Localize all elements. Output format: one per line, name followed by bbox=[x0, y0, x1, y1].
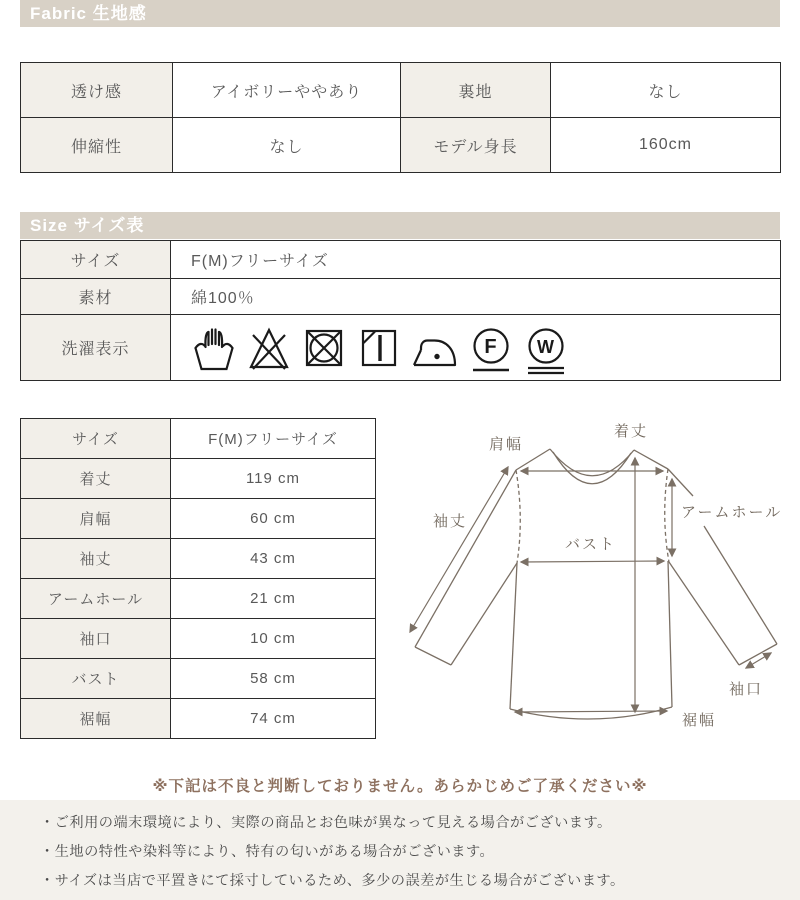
table-row bbox=[21, 118, 781, 173]
fabric-row-value: アイボリーややあり bbox=[173, 63, 401, 118]
notice-item: ・サイズは当店で平置きにて採寸しているため、多少の誤差が生じる場合がございます。 bbox=[40, 873, 625, 889]
table-row bbox=[21, 459, 376, 499]
table-row bbox=[21, 539, 376, 579]
measure-row-label: 袖丈 bbox=[21, 539, 171, 579]
measure-row-value: 21 cm bbox=[171, 579, 376, 619]
measure-row-label: 肩幅 bbox=[21, 499, 171, 539]
diagram-label-bust: バスト bbox=[565, 536, 617, 553]
material-row-label: 素材 bbox=[21, 279, 171, 315]
hand-wash-icon bbox=[191, 323, 237, 375]
diagram-label-cuff: 袖口 bbox=[729, 681, 764, 698]
diagram-label-sleeve: 袖丈 bbox=[433, 513, 468, 530]
care-row-label: 洗濯表示 bbox=[21, 315, 171, 381]
notice-box bbox=[0, 800, 800, 900]
measure-row-label: バスト bbox=[21, 659, 171, 699]
size-row-value: F(M)フリーサイズ bbox=[171, 241, 781, 279]
measure-row-label: 袖口 bbox=[21, 619, 171, 659]
do-not-tumble-dry-icon bbox=[301, 323, 347, 375]
table-row bbox=[21, 241, 781, 279]
fabric-row-label: 透け感 bbox=[21, 63, 173, 118]
fabric-row-value: なし bbox=[551, 63, 781, 118]
diagram-label-hem: 裾幅 bbox=[682, 712, 717, 729]
measure-row-label: 着丈 bbox=[21, 459, 171, 499]
material-row-value: 綿100％ bbox=[171, 279, 781, 315]
measure-row-value: 74 cm bbox=[171, 699, 376, 739]
measure-row-value: 119 cm bbox=[171, 459, 376, 499]
sleeve-arrow bbox=[410, 467, 508, 632]
table-row bbox=[21, 279, 781, 315]
measure-row-value: 43 cm bbox=[171, 539, 376, 579]
table-row bbox=[21, 63, 781, 118]
garment-measurement-diagram bbox=[395, 418, 800, 768]
table-row bbox=[21, 579, 376, 619]
table-row bbox=[21, 619, 376, 659]
fabric-table bbox=[20, 62, 781, 173]
size-section-header: Size サイズ表 bbox=[20, 212, 780, 239]
care-symbols bbox=[191, 320, 779, 376]
notice-item: ・生地の特性や染料等により、特有の匂いがある場合がございます。 bbox=[40, 844, 495, 860]
dry-clean-f-icon bbox=[468, 322, 514, 376]
diagram-label-length: 着丈 bbox=[614, 423, 649, 440]
bust-arrow bbox=[521, 561, 664, 562]
fabric-row-value: 160cm bbox=[551, 118, 781, 173]
size-row-label: サイズ bbox=[21, 241, 171, 279]
fabric-row-value: なし bbox=[173, 118, 401, 173]
table-row bbox=[21, 699, 376, 739]
measure-row-value: 58 cm bbox=[171, 659, 376, 699]
cuff-arrow bbox=[746, 653, 771, 668]
measure-row-value: 10 cm bbox=[171, 619, 376, 659]
hem-arrow bbox=[515, 711, 667, 712]
w-letter: W bbox=[537, 336, 555, 357]
notice-item: ・ご利用の端末環境により、実際の商品とお色味が異なって見える場合がございます。 bbox=[40, 815, 612, 831]
diagram-label-armhole: アームホール bbox=[681, 504, 783, 521]
hang-dry-in-shade-icon bbox=[356, 323, 402, 375]
table-row bbox=[21, 659, 376, 699]
fabric-row-label: モデル身長 bbox=[401, 118, 551, 173]
diagram-label-shoulder: 肩幅 bbox=[489, 436, 524, 453]
notice-title: ※下記は不良と判断しておりません。あらかじめご了承ください※ bbox=[152, 778, 648, 795]
f-letter: F bbox=[484, 335, 498, 358]
measure-row-value: 60 cm bbox=[171, 499, 376, 539]
size-table bbox=[20, 240, 781, 381]
measurement-arrows bbox=[410, 458, 771, 712]
wet-clean-w-icon bbox=[523, 322, 569, 376]
measure-row-label: 裾幅 bbox=[21, 699, 171, 739]
table-row bbox=[21, 315, 781, 381]
table-row bbox=[21, 499, 376, 539]
fabric-row-label: 裏地 bbox=[401, 63, 551, 118]
measure-header-label: サイズ bbox=[21, 419, 171, 459]
measure-header-value: F(M)フリーサイズ bbox=[171, 419, 376, 459]
fabric-section-header: Fabric 生地感 bbox=[20, 0, 780, 27]
measure-row-label: アームホール bbox=[21, 579, 171, 619]
garment-outline bbox=[415, 449, 777, 719]
table-row bbox=[21, 419, 376, 459]
do-not-bleach-icon bbox=[246, 323, 292, 375]
fabric-row-label: 伸縮性 bbox=[21, 118, 173, 173]
iron-low-icon bbox=[411, 323, 459, 375]
measurements-table bbox=[20, 418, 376, 739]
